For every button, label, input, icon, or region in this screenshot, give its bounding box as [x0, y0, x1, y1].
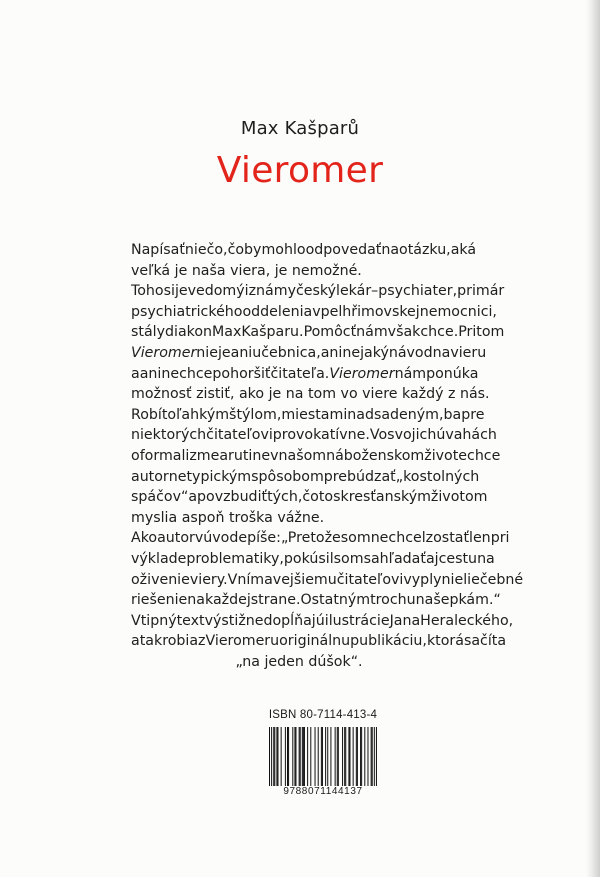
- blurb-word: primár: [457, 283, 505, 300]
- blurb-word: by: [244, 242, 262, 258]
- blurb-word: Vieromer: [131, 344, 197, 361]
- blurb-word: číta: [480, 633, 507, 650]
- blurb-word: ľahkým: [176, 406, 230, 423]
- blurb-word: ani: [139, 365, 162, 382]
- blurb-word: vieru: [450, 344, 487, 361]
- barcode-bar: [374, 727, 375, 791]
- blurb-word: Pomôcť: [303, 324, 357, 341]
- blurb-word: ako: [238, 386, 269, 403]
- blurb-line: [131, 570, 524, 591]
- blurb-word: strane.: [250, 592, 301, 609]
- blurb-word: úvode: [203, 530, 248, 547]
- barcode-bar: [285, 727, 286, 787]
- blurb-line: [131, 405, 485, 426]
- blurb-word: sa: [363, 550, 380, 567]
- barcode-bar: [337, 727, 338, 787]
- blurb-word: diakon: [165, 324, 213, 341]
- blurb-word: povzbudiť: [197, 489, 268, 506]
- barcode-bar: [274, 727, 275, 787]
- blurb-word: text: [176, 612, 205, 629]
- blurb-word: „kostolných: [395, 468, 480, 485]
- blurb-word: Heraleckého,: [420, 612, 514, 629]
- blurb-word: oddelenia: [242, 303, 313, 320]
- barcode-bar: [310, 727, 311, 787]
- blurb-line: [131, 590, 501, 611]
- blurb-line: [131, 631, 507, 652]
- blurb-word: i: [244, 283, 249, 300]
- blurb-line: [131, 611, 514, 632]
- blurb-word: sa: [463, 633, 481, 650]
- blurb-word: Napísať: [131, 242, 185, 258]
- blurb-word: životom: [430, 489, 488, 506]
- barcode-bar: [315, 727, 316, 787]
- blurb-word: pre: [461, 406, 485, 423]
- barcode-bar: [304, 727, 305, 787]
- blurb-word: troška: [228, 509, 278, 526]
- blurb-word: veľká: [131, 262, 175, 279]
- blurb-word: publikáciu,: [350, 633, 427, 650]
- blurb-word: autor: [157, 530, 195, 547]
- blurb-word: Max: [212, 324, 242, 341]
- blurb-word: pelhřimovskej: [320, 303, 420, 320]
- barcode-bar: [349, 727, 350, 787]
- blurb-line: [131, 302, 497, 323]
- blurb-word: možnosť: [131, 386, 197, 403]
- blurb-word: čitateľovi: [336, 571, 404, 588]
- blurb-line: [131, 261, 467, 282]
- barcode-bar: [371, 727, 372, 787]
- barcode-bar: [302, 727, 303, 787]
- blurb-word: som: [340, 530, 371, 547]
- blurb-word: čo: [227, 242, 245, 258]
- blurb-word: pohoršiť: [212, 365, 271, 382]
- blurb-word: ilustrácie: [324, 612, 390, 629]
- barcode-bar: [364, 727, 365, 787]
- blurb-word: živote: [424, 447, 468, 464]
- blurb-word: svojich: [387, 427, 437, 444]
- blurb-word: odpovedať: [305, 242, 382, 258]
- blurb-word: na: [432, 344, 451, 361]
- blurb-word: nechcel: [370, 530, 426, 547]
- blurb-word: a: [131, 365, 140, 382]
- barcode-bar: [273, 727, 274, 787]
- blurb-word: rutine: [228, 447, 271, 464]
- blurb-word: nejaký: [342, 344, 389, 361]
- blurb-word: Vieromeru: [205, 633, 280, 650]
- blurb-word: vyplynie: [403, 571, 464, 588]
- barcode-bar: [292, 727, 293, 787]
- blurb-word: každej: [204, 592, 251, 609]
- blurb-line: [131, 549, 495, 570]
- blurb-word: je: [174, 262, 192, 279]
- blurb-word: –: [371, 283, 379, 300]
- barcode-bar: [330, 727, 331, 787]
- blurb-word: na: [187, 592, 205, 609]
- blurb-word: našom: [278, 447, 327, 464]
- blurb-word: myslia: [131, 509, 182, 526]
- blurb-text: [131, 240, 524, 672]
- blurb-word: našepkám.“: [415, 592, 501, 609]
- blurb-word: len: [469, 530, 491, 547]
- blurb-word: Robí: [131, 406, 162, 423]
- blurb-word: vedomý: [187, 283, 245, 300]
- barcode-bar: [303, 727, 304, 787]
- blurb-word: Vieromer: [329, 365, 395, 382]
- blurb-word: robia: [162, 633, 199, 650]
- blurb-word: ba: [443, 406, 462, 423]
- blurb-word: aspoň: [181, 509, 229, 526]
- barcode-bar: [360, 727, 361, 787]
- barcode-bar: [327, 727, 328, 787]
- blurb-word: lekár: [336, 283, 372, 300]
- blurb-word: nás.: [459, 386, 490, 403]
- blurb-line: [131, 446, 501, 467]
- blurb-word: originálnu: [279, 633, 351, 650]
- blurb-word: s: [333, 489, 341, 506]
- barcode-bar: [342, 727, 343, 787]
- blurb-word: viera,: [230, 262, 275, 279]
- blurb-word: formalizme: [139, 447, 220, 464]
- blurb-word: učebnica,: [252, 344, 321, 361]
- blurb-word: každý: [401, 386, 448, 403]
- blurb-line: [131, 384, 490, 405]
- blurb-line: [131, 528, 510, 549]
- blurb-word: naša: [191, 262, 231, 279]
- blurb-word: nechce: [161, 365, 213, 382]
- blurb-word: úvahách: [436, 427, 497, 444]
- blurb-word: z: [198, 633, 206, 650]
- barcode-bar: [271, 727, 272, 791]
- blurb-word: ktorá: [426, 633, 464, 650]
- blurb-word: stály: [131, 324, 165, 341]
- blurb-word: zostať: [425, 530, 470, 547]
- isbn-block: [268, 709, 378, 809]
- blurb-word: čo: [302, 489, 319, 506]
- blurb-word: tak: [139, 633, 163, 650]
- blurb-word: problematiky,: [186, 550, 284, 567]
- blurb-line: [131, 322, 505, 343]
- blurb-word: o: [131, 447, 140, 464]
- blurb-word: hľadať: [379, 550, 426, 567]
- blurb-word: český: [295, 283, 336, 300]
- blurb-line: [131, 508, 467, 529]
- blurb-word: Vnímavejšiemu: [227, 571, 337, 588]
- blurb-word: v: [270, 447, 279, 464]
- blurb-word: z: [448, 386, 460, 403]
- blurb-word: zistiť,: [196, 386, 239, 403]
- blurb-line: [131, 487, 488, 508]
- blurb-line: [131, 281, 505, 302]
- blurb-word: ani: [230, 344, 253, 361]
- blurb-word: chce.: [420, 324, 459, 341]
- blurb-word: nemocnici,: [419, 303, 497, 320]
- blurb-word: otázku,: [399, 242, 451, 258]
- barcode-bar: [325, 727, 326, 787]
- blurb-word: návod: [388, 344, 433, 361]
- blurb-word: si: [163, 283, 175, 300]
- blurb-word: chce: [467, 447, 501, 464]
- barcode-bar: [348, 727, 349, 787]
- barcode-bar: [287, 727, 288, 787]
- barcode-bar: [321, 727, 322, 787]
- blurb-word: výstižne: [204, 612, 264, 629]
- barcode-bar: [288, 727, 289, 787]
- blurb-word: miestami: [281, 406, 348, 423]
- blurb-word: dúšok“.: [308, 653, 363, 670]
- blurb-word: psychiater,: [378, 283, 458, 300]
- blurb-word: nie: [196, 344, 218, 361]
- barcode-bar: [345, 727, 346, 787]
- blurb-word: ponúka: [426, 365, 479, 382]
- blurb-word: tom: [307, 386, 341, 403]
- barcode-icon: [269, 727, 377, 791]
- blurb-word: oživenie: [131, 571, 190, 588]
- blurb-word: nadsadeným,: [347, 406, 444, 423]
- blurb-word: a: [219, 447, 229, 464]
- barcode-bar: [276, 727, 277, 787]
- blurb-word: riešenie: [131, 592, 188, 609]
- barcode-bar: [372, 727, 373, 787]
- blurb-word: Vtipný: [131, 612, 177, 629]
- blurb-word: provokatívne.: [272, 427, 370, 444]
- blurb-word: Ako: [131, 530, 158, 547]
- blurb-word: je: [274, 262, 292, 279]
- blurb-word: na: [477, 550, 495, 567]
- blurb-word: náboženskom: [326, 447, 425, 464]
- blurb-word: to: [161, 406, 177, 423]
- barcode-number: 9788071144137: [269, 786, 377, 797]
- blurb-word: pokúsil: [283, 550, 334, 567]
- blurb-word: čitateľov: [206, 427, 269, 444]
- blurb-word: píše:: [247, 530, 281, 547]
- blurb-line: [131, 364, 479, 385]
- blurb-word: jeden: [264, 653, 309, 670]
- blurb-word: známy: [248, 283, 296, 300]
- author-name: Max Kašparů: [240, 118, 360, 139]
- barcode-bar: [338, 727, 339, 787]
- barcode-bar: [335, 727, 336, 787]
- blurb-word: pri: [490, 530, 510, 547]
- blurb-word: je: [174, 283, 188, 300]
- blurb-word: prebúdzať: [323, 468, 396, 485]
- blurb-word: vo: [340, 386, 363, 403]
- blurb-line: [131, 467, 480, 488]
- blurb-word: výklade: [131, 550, 187, 567]
- blurb-word: Pritom: [458, 324, 505, 341]
- blurb-word: čitateľa.: [270, 365, 330, 382]
- isbn-label: ISBN 80-7114-413-4: [268, 709, 378, 721]
- blurb-word: kresťanským: [340, 489, 431, 506]
- blurb-word: cestu: [438, 550, 478, 567]
- barcode-bar: [322, 727, 323, 787]
- blurb-word: nám: [356, 324, 388, 341]
- blurb-word: „Pretože: [280, 530, 341, 547]
- blurb-word: Ostatným: [300, 592, 371, 609]
- blurb-word: na: [285, 386, 308, 403]
- blurb-word: aj: [425, 550, 439, 567]
- barcode-bar: [367, 727, 368, 787]
- blurb-word: netypickým: [168, 468, 252, 485]
- blurb-word: a: [188, 489, 198, 506]
- barcode-bar: [376, 727, 377, 791]
- blurb-word: však: [387, 324, 421, 341]
- barcode-bar: [277, 727, 278, 787]
- barcode-bar: [294, 727, 295, 787]
- barcode-bar: [307, 727, 308, 787]
- barcode-bar: [299, 727, 300, 787]
- blurb-word: Toho: [131, 283, 164, 300]
- blurb-word: mohlo: [261, 242, 306, 258]
- blurb-word: niektorých: [131, 427, 207, 444]
- blurb-word: ani: [320, 344, 343, 361]
- barcode-bar: [318, 727, 319, 787]
- blurb-word: trochu: [370, 592, 416, 609]
- barcode-bar: [281, 727, 282, 787]
- barcode-bar: [300, 727, 301, 787]
- blurb-word: Jana: [389, 612, 421, 629]
- barcode-bar: [269, 727, 270, 791]
- blurb-word: vážne.: [277, 509, 325, 526]
- blurb-word: i: [268, 427, 273, 444]
- blurb-line: [131, 652, 467, 673]
- blurb-word: a: [131, 633, 140, 650]
- blurb-word: dopĺňajú: [263, 612, 325, 629]
- blurb-word: nám: [394, 365, 427, 382]
- blurb-word: aká: [450, 242, 477, 258]
- blurb-word: tých,: [267, 489, 303, 506]
- blurb-word: v: [194, 530, 204, 547]
- blurb-word: liečebné: [463, 571, 524, 588]
- blurb-word: som: [333, 550, 364, 567]
- blurb-word: spôsobom: [251, 468, 324, 485]
- barcode-bar: [353, 727, 354, 787]
- barcode-bar: [344, 727, 345, 787]
- blurb-word: je: [217, 344, 231, 361]
- blurb-word: viere: [362, 386, 402, 403]
- blurb-word: Kašparu.: [241, 324, 304, 341]
- blurb-word: niečo,: [184, 242, 228, 258]
- blurb-word: nemožné.: [291, 262, 362, 279]
- book-title: Vieromer: [216, 150, 384, 191]
- barcode-bar: [356, 727, 357, 787]
- barcode-bar: [361, 727, 362, 787]
- blurb-word: v: [312, 303, 321, 320]
- blurb-word: spáčov“: [131, 489, 189, 506]
- blurb-word: je: [268, 386, 286, 403]
- blurb-word: viery.: [189, 571, 228, 588]
- blurb-word: „na: [235, 653, 265, 670]
- blurb-word: na: [381, 242, 400, 258]
- blurb-line: [131, 425, 497, 446]
- blurb-word: to: [318, 489, 334, 506]
- blurb-line: [131, 343, 487, 364]
- barcode-bar: [357, 727, 358, 787]
- blurb-word: psychiatrického: [131, 303, 243, 320]
- blurb-line: [131, 240, 477, 261]
- blurb-word: autor: [131, 468, 169, 485]
- blurb-word: štýlom,: [229, 406, 282, 423]
- barcode-bar: [295, 727, 296, 787]
- blurb-word: Vo: [369, 427, 388, 444]
